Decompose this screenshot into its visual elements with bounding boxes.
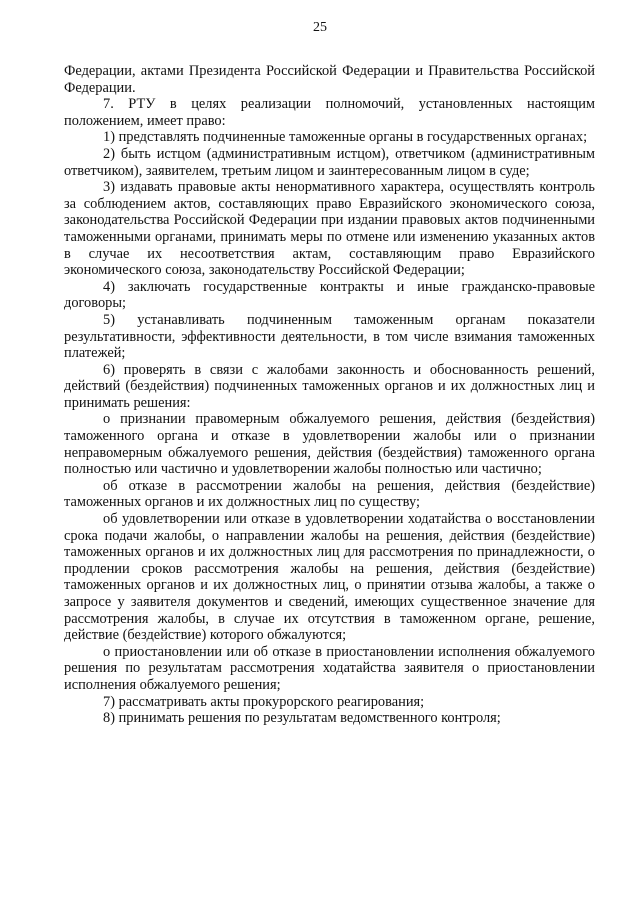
list-item-8: 8) принимать решения по результатам ведомственного контроля;	[103, 710, 501, 727]
sub-item-recognition: о признании правомерным обжалуемого решения, действия (бездействия) таможенного органа и отказе в удовлетворении жалобы или о признании неправомерным обжалуемого решения, действия (бездействия) таможенного органа полностью или частично и удовлетворении жалобы полностью или частично;	[64, 411, 595, 478]
paragraph-clause-7: 7. РТУ в целях реализации полномочий, установленных настоящим положением, имеет право:	[64, 96, 595, 129]
paragraph-continuation: Федерации, актами Президента Российской Федерации и Правительства Российской Федерации.	[64, 63, 595, 96]
list-item-1: 1) представлять подчиненные таможенные органы в государственных органах;	[103, 129, 588, 146]
sub-item-refusal: об отказе в рассмотрении жалобы на решения, действия (бездействие) таможенных органов и их должностных лиц по существу;	[64, 477, 595, 511]
list-item-7: 7) рассматривать акты прокурорского реагирования;	[103, 693, 425, 710]
document-body	[64, 63, 595, 727]
list-item-6: 6) проверять в связи с жалобами законность и обоснованность решений, действий (бездействия) подчиненных таможенных органов и их должностных лиц и принимать решения:	[64, 361, 595, 411]
list-item-4: 4) заключать государственные контракты и иные гражданско-правовые договоры;	[64, 278, 595, 312]
page-number: 25	[313, 20, 327, 35]
list-item-5: 5) устанавливать подчиненным таможенным органам показатели результативности, эффективности деятельности, в том числе взимания таможенных платежей;	[64, 311, 595, 362]
sub-item-petition: об удовлетворении или отказе в удовлетворении ходатайства о восстановлении срока подачи жалобы, о направлении жалобы на решения, действия (бездействие) таможенных органов и их должностных лиц для рассмотрения по принадлежности, о продлении сроков рассмотрения жалобы на решения, действия (бездействие) таможенных органов и их должностных лиц, о принятии отзыва жалобы, а также о запросе у заявителя документов и сведений, имеющих существенное значение для рассмотрения жалобы, в случае их отсутствия в таможенном органе, решение, действие (бездействие) которого обжалуются;	[64, 511, 595, 644]
list-item-3: 3) издавать правовые акты ненормативного характера, осуществлять контроль за соблюдением актов, составляющих право Евразийского экономического союза, законодательства Российской Федерации при издании правовых актов подчиненными таможенными органами, принимать меры по отмене или изменению указанных актов в случае их несоответствия актам, составляющим право Евразийского экономического союза, законодательству Российской Федерации;	[64, 179, 595, 279]
sub-item-suspension: о приостановлении или об отказе в приостановлении исполнения обжалуемого решения по результатам рассмотрения ходатайства заявителя о приостановлении исполнения обжалуемого решения;	[64, 643, 595, 693]
list-item-2: 2) быть истцом (административным истцом), ответчиком (административным ответчиком), заявителем, третьим лицом и заинтересованным лицом в суде;	[64, 145, 595, 179]
